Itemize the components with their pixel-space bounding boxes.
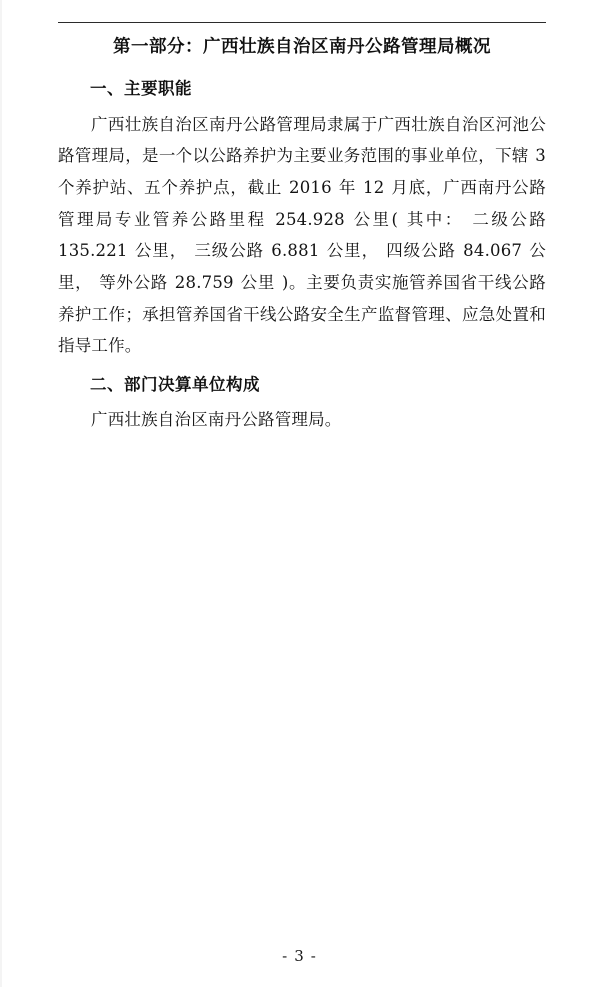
section-heading-unit-composition: 二、部门决算单位构成 [90,375,260,395]
footer-page-number: 3 [294,947,306,965]
paragraph-unit-composition: 广西壮族自治区南丹公路管理局。 [91,410,342,430]
header-rule [58,22,546,23]
footer-dash-left: - [282,947,290,965]
paragraph-main-functions: 广西壮族自治区南丹公路管理局隶属于广西壮族自治区河池公路管理局，是一个以公路养护为主要业务范围的事业单位，下辖 3 个养护站、五个养护点，截止 2016 年 12 月底，广西南丹公路管理局专业管养公路里程 254.928 公里( 其中： 二级公路 135.221 公里， 三级公路 6.881 公里， 四级公路 84.067 公里， 等外公路 28.759 公里 )。主要负责实施管养国省干线公路养护工作；承担管养国省干线公路安全生产监督管理、应急处置和指导工作。 [58,114,546,356]
page-footer [0,947,600,965]
page-title: 第一部分：广西壮族自治区南丹公路管理局概况 [113,37,491,57]
page-edge-shadow [0,0,2,987]
footer-dash-right: - [310,947,318,965]
document-body [58,34,546,436]
section-heading-main-functions: 一、主要职能 [90,79,192,99]
